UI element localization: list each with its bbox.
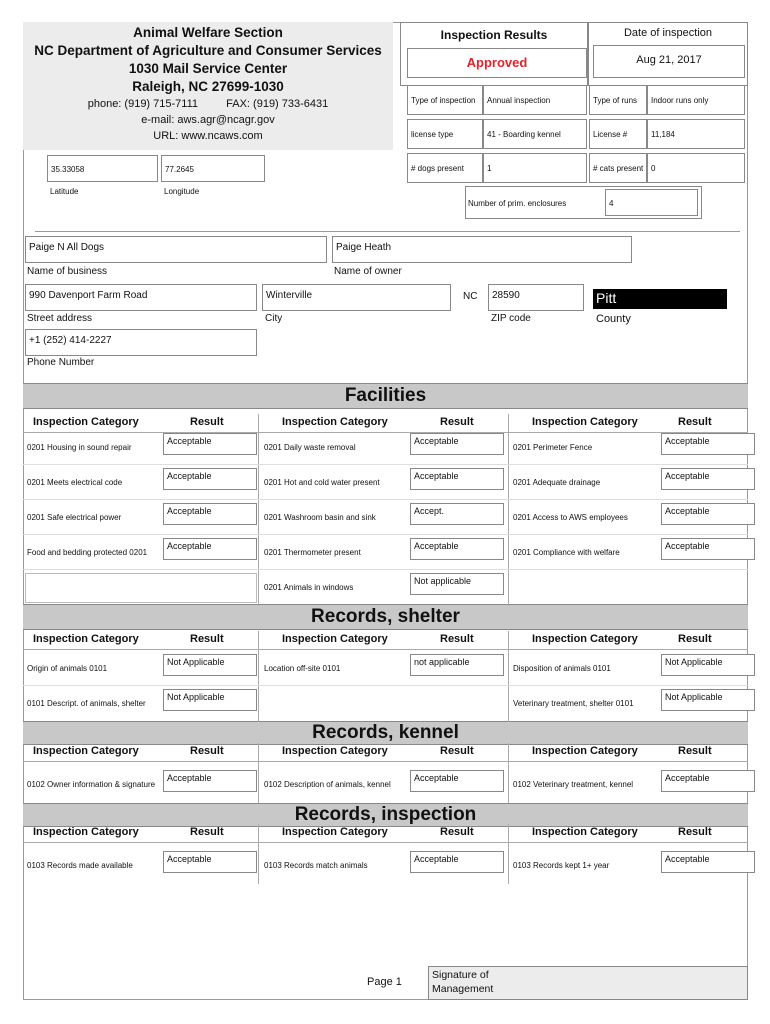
result-field[interactable]: Acceptable: [661, 770, 755, 792]
cats-present-field[interactable]: 0: [647, 153, 745, 183]
category-label: Veterinary treatment, shelter 0101: [513, 699, 634, 708]
street-address-field[interactable]: 990 Davenport Farm Road: [25, 284, 257, 311]
category-label: 0201 Safe electrical power: [27, 513, 122, 522]
header-line-2: NC Department of Agriculture and Consumer Services: [34, 43, 382, 58]
license-type-label: license type: [407, 119, 483, 149]
header-line-4: Raleigh, NC 27699-1030: [132, 79, 284, 94]
license-number-field[interactable]: 11,184: [647, 119, 745, 149]
column-header-category: Inspection Category: [532, 826, 638, 838]
column-header-result: Result: [678, 826, 712, 838]
state-value: NC: [463, 291, 478, 302]
category-label: Food and bedding protected 0201: [27, 548, 148, 557]
result-field[interactable]: Acceptable: [410, 851, 504, 873]
column-header-category: Inspection Category: [532, 745, 638, 757]
category-label: Origin of animals 0101: [27, 664, 108, 673]
column-header-result: Result: [678, 745, 712, 757]
category-label: 0102 Owner information & signature: [27, 780, 156, 789]
column-header-category: Inspection Category: [532, 416, 638, 428]
county-label: County: [596, 313, 631, 325]
date-value: Aug 21, 2017: [636, 54, 702, 66]
category-label: 0201 Perimeter Fence: [513, 443, 593, 452]
zip-label: ZIP code: [491, 313, 531, 324]
column-header-result: Result: [190, 826, 224, 838]
city-label: City: [265, 313, 283, 324]
category-label: Disposition of animals 0101: [513, 664, 611, 673]
shelter-header: Records, shelter: [23, 604, 748, 630]
category-label: 0102 Description of animals, kennel: [264, 780, 391, 789]
owner-name-field[interactable]: Paige Heath: [332, 236, 632, 263]
row-rule: [23, 685, 748, 686]
column-divider: [508, 743, 509, 803]
row-rule: [23, 464, 748, 465]
row-rule: [23, 569, 748, 570]
result-field[interactable]: Acceptable: [661, 468, 755, 490]
divider: [35, 231, 740, 232]
result-field[interactable]: Acceptable: [163, 468, 257, 490]
column-divider: [258, 824, 259, 884]
category-label: 0101 Descript. of animals, shelter: [27, 699, 146, 708]
result-field[interactable]: Not Applicable: [661, 654, 755, 676]
result-field[interactable]: Acceptable: [661, 538, 755, 560]
column-header-result: Result: [440, 826, 474, 838]
page-number: Page 1: [367, 976, 402, 988]
header-rule: [23, 842, 748, 843]
street-address-label: Street address: [27, 313, 93, 324]
header-line-3: 1030 Mail Service Center: [128, 61, 288, 76]
column-header-result: Result: [440, 416, 474, 428]
column-header-result: Result: [440, 633, 474, 645]
dogs-present-field[interactable]: 1: [483, 153, 587, 183]
business-name-field[interactable]: Paige N All Dogs: [25, 236, 327, 263]
license-number-label: License #: [589, 119, 647, 149]
header-url: URL: www.ncaws.com: [153, 130, 263, 142]
phone-label: Phone Number: [27, 357, 95, 368]
category-label: 0201 Access to AWS employees: [513, 513, 628, 522]
column-header-result: Result: [190, 633, 224, 645]
header-contact: [23, 96, 393, 112]
column-header-category: Inspection Category: [33, 826, 139, 838]
business-name-label: Name of business: [27, 266, 108, 277]
category-label: 0201 Hot and cold water present: [264, 478, 380, 487]
row-rule: [23, 534, 748, 535]
cats-present-label: # cats present: [589, 153, 647, 183]
category-label: Location off-site 0101: [264, 664, 341, 673]
category-label: 0201 Meets electrical code: [27, 478, 123, 487]
phone-field[interactable]: +1 (252) 414-2227: [25, 329, 257, 356]
header-line-1: Animal Welfare Section: [133, 25, 283, 40]
column-header-category: Inspection Category: [33, 745, 139, 757]
result-field[interactable]: Acceptable: [661, 851, 755, 873]
column-header-category: Inspection Category: [282, 633, 388, 645]
column-header-category: Inspection Category: [282, 745, 388, 757]
category-label: 0201 Daily waste removal: [264, 443, 356, 452]
result-field[interactable]: Not Applicable: [163, 654, 257, 676]
latitude-field[interactable]: 35.33058: [47, 155, 158, 182]
result-field[interactable]: Not Applicable: [661, 689, 755, 711]
inspection-header: Records, inspection: [23, 803, 748, 827]
date-label: Date of inspection: [623, 27, 713, 39]
column-header-result: Result: [678, 416, 712, 428]
empty-cell: [25, 573, 257, 603]
result-field[interactable]: not applicable: [410, 654, 504, 676]
type-inspection-label: Type of inspection: [407, 85, 483, 115]
header-rule: [23, 761, 748, 762]
row-rule: [23, 499, 748, 500]
result-field[interactable]: Acceptable: [410, 468, 504, 490]
column-header-category: Inspection Category: [282, 416, 388, 428]
results-label: Inspection Results: [440, 28, 548, 42]
dogs-present-label: # dogs present: [407, 153, 483, 183]
result-field[interactable]: Acceptable: [661, 433, 755, 455]
column-divider: [258, 414, 259, 606]
result-field[interactable]: Not applicable: [410, 573, 504, 595]
column-header-result: Result: [440, 745, 474, 757]
column-header-result: Result: [190, 416, 224, 428]
longitude-field[interactable]: 77.2645: [161, 155, 265, 182]
column-header-category: Inspection Category: [282, 826, 388, 838]
result-field[interactable]: Accept.: [410, 503, 504, 525]
results-value: Approved: [466, 55, 528, 70]
category-label: 0201 Animals in windows: [264, 583, 354, 592]
column-divider: [258, 631, 259, 722]
column-header-category: Inspection Category: [532, 633, 638, 645]
category-label: 0102 Veterinary treatment, kennel: [513, 780, 634, 789]
column-divider: [508, 631, 509, 722]
category-label: 0103 Records kept 1+ year: [513, 861, 610, 870]
column-divider: [508, 824, 509, 884]
header-fax: FAX: (919) 733-6431: [226, 98, 329, 110]
result-field[interactable]: Not Applicable: [163, 689, 257, 711]
signature-label: Signature of Management: [432, 969, 494, 995]
header-phone: phone: (919) 715-7111: [87, 98, 199, 110]
category-label: 0201 Compliance with welfare: [513, 548, 620, 557]
result-field[interactable]: Acceptable: [410, 433, 504, 455]
category-label: 0103 Records match animals: [264, 861, 368, 870]
enclosures-label: Number of prim. enclosures: [468, 199, 567, 208]
city-field[interactable]: Winterville: [262, 284, 451, 311]
category-label: 0103 Records made available: [27, 861, 133, 870]
category-label: 0201 Washroom basin and sink: [264, 513, 376, 522]
result-field[interactable]: Acceptable: [163, 770, 257, 792]
county-field[interactable]: Pitt: [593, 289, 727, 309]
facilities-header: Facilities: [23, 383, 748, 409]
category-label: 0201 Adequate drainage: [513, 478, 601, 487]
license-type-field[interactable]: 41 - Boarding kennel: [483, 119, 587, 149]
result-field[interactable]: Acceptable: [410, 770, 504, 792]
result-field[interactable]: Acceptable: [163, 433, 257, 455]
type-runs-field[interactable]: Indoor runs only: [647, 85, 745, 115]
header-email: e-mail: aws.agr@ncagr.gov: [141, 114, 275, 126]
header-rule: [23, 649, 748, 650]
category-label: 0201 Thermometer present: [264, 548, 361, 557]
category-label: 0201 Housing in sound repair: [27, 443, 132, 452]
enclosures-field[interactable]: 4: [605, 189, 698, 216]
column-divider: [258, 743, 259, 803]
column-header-result: Result: [190, 745, 224, 757]
column-header-category: Inspection Category: [33, 633, 139, 645]
result-field[interactable]: Acceptable: [410, 538, 504, 560]
zip-field[interactable]: 28590: [488, 284, 584, 311]
type-inspection-field[interactable]: Annual inspection: [483, 85, 587, 115]
type-runs-label: Type of runs: [589, 85, 647, 115]
header-rule: [23, 432, 748, 433]
kennel-header: Records, kennel: [23, 721, 748, 745]
column-header-category: Inspection Category: [33, 416, 139, 428]
result-field[interactable]: Acceptable: [661, 503, 755, 525]
result-field[interactable]: Acceptable: [163, 851, 257, 873]
column-header-result: Result: [678, 633, 712, 645]
result-field[interactable]: Acceptable: [163, 503, 257, 525]
latitude-label: Latitude: [50, 187, 79, 196]
result-field[interactable]: Acceptable: [163, 538, 257, 560]
owner-name-label: Name of owner: [334, 266, 402, 277]
longitude-label: Longitude: [164, 187, 200, 196]
column-divider: [508, 414, 509, 606]
agency-header: [23, 22, 393, 150]
